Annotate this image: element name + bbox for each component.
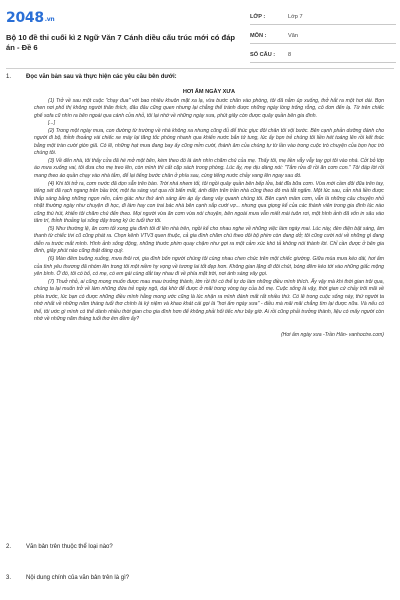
site-logo[interactable] (6, 10, 54, 26)
passage-ellipsis: [...] (48, 120, 56, 127)
passage-paragraph: (6) Màn đêm buông xuống, mưa thôi rơi, gia đình bốn người chúng tôi cùng nhau chen chúc trên một chiếc giường. Giữa mùa mưa kéo dài, hơi ấm của tình yêu thương đã nhóm lên trong tôi một niềm hy vọng về tương lai tốt đẹp hơn. Không gian lặng đi đôi chút, bóng đêm kéo tới vào những giấc mộng yên bình. Ở đó, tôi có bố, có mẹ, có em gái cùng dắt tay nhau đi về phía mặt trời, nơi ánh sáng vây gọi. (34, 256, 384, 278)
passage-source: (Hơi ấm ngày xưa -Trần Hân- vanhoctre.com) (280, 331, 384, 338)
meta-row-subject (250, 29, 396, 44)
passage-paragraph: (3) Về đến nhà, tôi thấy cửa đã hé mở một bên, kèm theo đó là ánh nhìn chăm chú của mẹ. Thấy tôi, mẹ liền vẫy vẫy tay gọi tôi vào nhà. Cởi bỏ lớp áo mưa xuống vai, tôi đưa cho mẹ treo lên, còn mình thì cất cặp sách trong phòng. Lúc ấy, mẹ dịu dàng nói: "Tắm rửa đi rồi ăn cơm con." Tôi đáp lời rồi mang theo áo quần chạy vào nhà tắm, để lại tiếng bước chân ở phía sau, cùng tiếng nước chảy vang lên ngay sau đó. (34, 157, 384, 180)
passage-paragraph: (7) Thuở nhỏ, ai cũng mong muốn được mau mau trưởng thành, lớn rồi thì có thể tự do làm những điều mình thích. Ấy vậy mà khi thời gian trôi qua, chúng ta lại muốn trở về làm những đứa trẻ ngày ngô, dại khờ để được ở mãi trong vòng tay của bố mẹ. Cuộc sống là vậy, thời gian cứ chảy trôi mãi về phía trước, lúc bạn có được những điều mình hằng mong ước cũng là lúc nhận ra mình đánh mất rất nhiều thứ. Có lẽ trong cuộc sống này, thứ người ta nhớ nhất về những năm tháng tuổi thơ chính là ký niệm và khao khát cái gọi là "hơi ấm ngày xưa" - điều mà mãi mãi chẳng tìm lại được nữa. Và nếu có thể, tôi ước gì mình có thể dành nhiều thời gian cho gia đình hơn để không phải hối tiếc như bây giờ. Ai rồi cũng phải trưởng thành, liệu có mấy người còn nhớ về những năm tháng tuổi thơ êm đềm ấy? (34, 278, 384, 323)
question-2 (6, 544, 113, 550)
passage-title: HƠI ẤM NGÀY XƯA (182, 89, 236, 95)
passage-paragraph: (5) Như thường lệ, ăn cơm tối xong gia đình tôi đi lên nhà trên, ngồi kể cho nhau nghe về những việc làm ngày mai. Lúc này, đèn điện bật sáng, âm thanh từ chiếc tivi cũ cũng phát ra. Chọn kênh VTV3 quen thuộc, cả gia đình chăm chú theo dõi bộ phim còn đang dở; tôi cũng cười nói về những gì đang diễn ra trước mắt mình. Hình ảnh sống động, những thước phim quay chậm như gợi ra một cảm xúc khó tả không nói thành lời. Chỉ cần được ở bên gia đình, giây phút nào cũng thật đáng quý. (34, 225, 384, 255)
meta-value: Văn (288, 33, 298, 39)
page-header (0, 0, 400, 66)
meta-label: MÔN : (250, 33, 267, 39)
document-title: Bộ 10 đề thi cuối kì 2 Ngữ Văn 7 Cánh diều cấu trúc mới có đáp án - Đề 6 (6, 33, 236, 52)
question-3 (6, 575, 129, 581)
logo-text: 2048 (6, 10, 44, 26)
meta-value: Lớp 7 (288, 14, 303, 20)
logo-suffix: .vn (44, 16, 55, 23)
header-divider (6, 68, 394, 69)
meta-label: LỚP : (250, 14, 266, 20)
passage-paragraph: (4) Khi tôi trở ra, cơm nước đã dọn sẵn trên bàn. Trời nhá nhem tối, tôi ngồi quây quần bên bếp lửa, bát đĩa bữa cơm. Vừa mới cầm đôi đũa trên tay, tiếng sét đã rạch ngang trên bầu trời, một tia sáng vụt qua rồi biến mất, ánh điện trên trần nhà cũng theo đó mà tắt ngấm. Một lúc sau, cản nhà liền được thắp sáng bằng những ngọn nến, cảm giác như thứ ánh sáng ấm áp ấy đang vây quanh chúng tôi. Bên cạnh mâm cơm, vẫn là những câu chuyện nhỏ nhặt thường ngày như chuyện đi học, đi làm hay con trai bác nhà bên cạnh sắp cưới vợ... nhưng qua giọng kể của các thành viên trong gia đình lúc nào cũng thú hút, khiến tôi chăm chú đến theo. Mọi người vừa ăn cơm vừa nói chuyện, bên ngoài mưa vẫn miết mài tuôn rơi, một hình ảnh đã vốn in sâu vào tâm trí, thỉnh thoảng lại sống dậy trong ký ức tuổi thơ tôi. (34, 180, 384, 225)
meta-value: 8 (288, 52, 292, 58)
question-1 (6, 74, 177, 80)
passage-paragraph: (2) Trong một ngày mưa, con đường từ trường về nhà không xa nhưng cũng đủ để thúc giục đôi chân tôi vội bước. Bên cạnh phản dưỡng đánh cho người đi bộ, thỉnh thoảng vài chiếc xe máy lại tăng tốc phóng nhanh qua khiến nước bắn tứ tung, lúc ấy bọn trẻ chúng tôi liền hét toáng lên rồi kết thúc bằng một tràn cười giòn giã. Có lẽ, những hạt mưa đang bay ấy cũng mỉm cười, thành âm của chúng tự từ lần vào trong cuộc trò chuyện của bọn học trò chúng tôi. (34, 127, 384, 157)
question-number: 2. (6, 544, 12, 550)
question-number: 1. (6, 74, 12, 80)
meta-row-class (250, 10, 396, 25)
question-number: 3. (6, 575, 12, 581)
question-text: Nội dung chính của văn bản trên là gì? (26, 575, 130, 581)
meta-box (250, 10, 396, 67)
passage-paragraph: (1) Trở về sau một cuộc "chạy đua" với bao nhiêu khuôn mặt xa lạ, vừa bước chân vào phòng, tôi đã nằm úp xuống, thở hắt ra một hơi dài. Bọn chen nơi phố thị không người thân thích, đâu đâu cũng quen nhưng lại chẳng thể tránh được những ngày lòng trống rỗng, cô đơn đến lạ. Từ trên chiếc ghế sofa cũ nhìn ra bên ngoài qua cánh cửa nhỏ, tôi lại nhớ về những ngày xưa, phút giây còn được quây quần bên gia đình. (34, 97, 384, 119)
question-text: Đọc văn bản sau và thực hiện các yêu cầu bên dưới: (26, 74, 177, 80)
meta-label: SỐ CÂU : (250, 52, 276, 58)
question-text: Văn bản trên thuộc thể loại nào? (26, 544, 113, 550)
reading-passage (34, 89, 384, 340)
meta-row-count (250, 48, 396, 63)
